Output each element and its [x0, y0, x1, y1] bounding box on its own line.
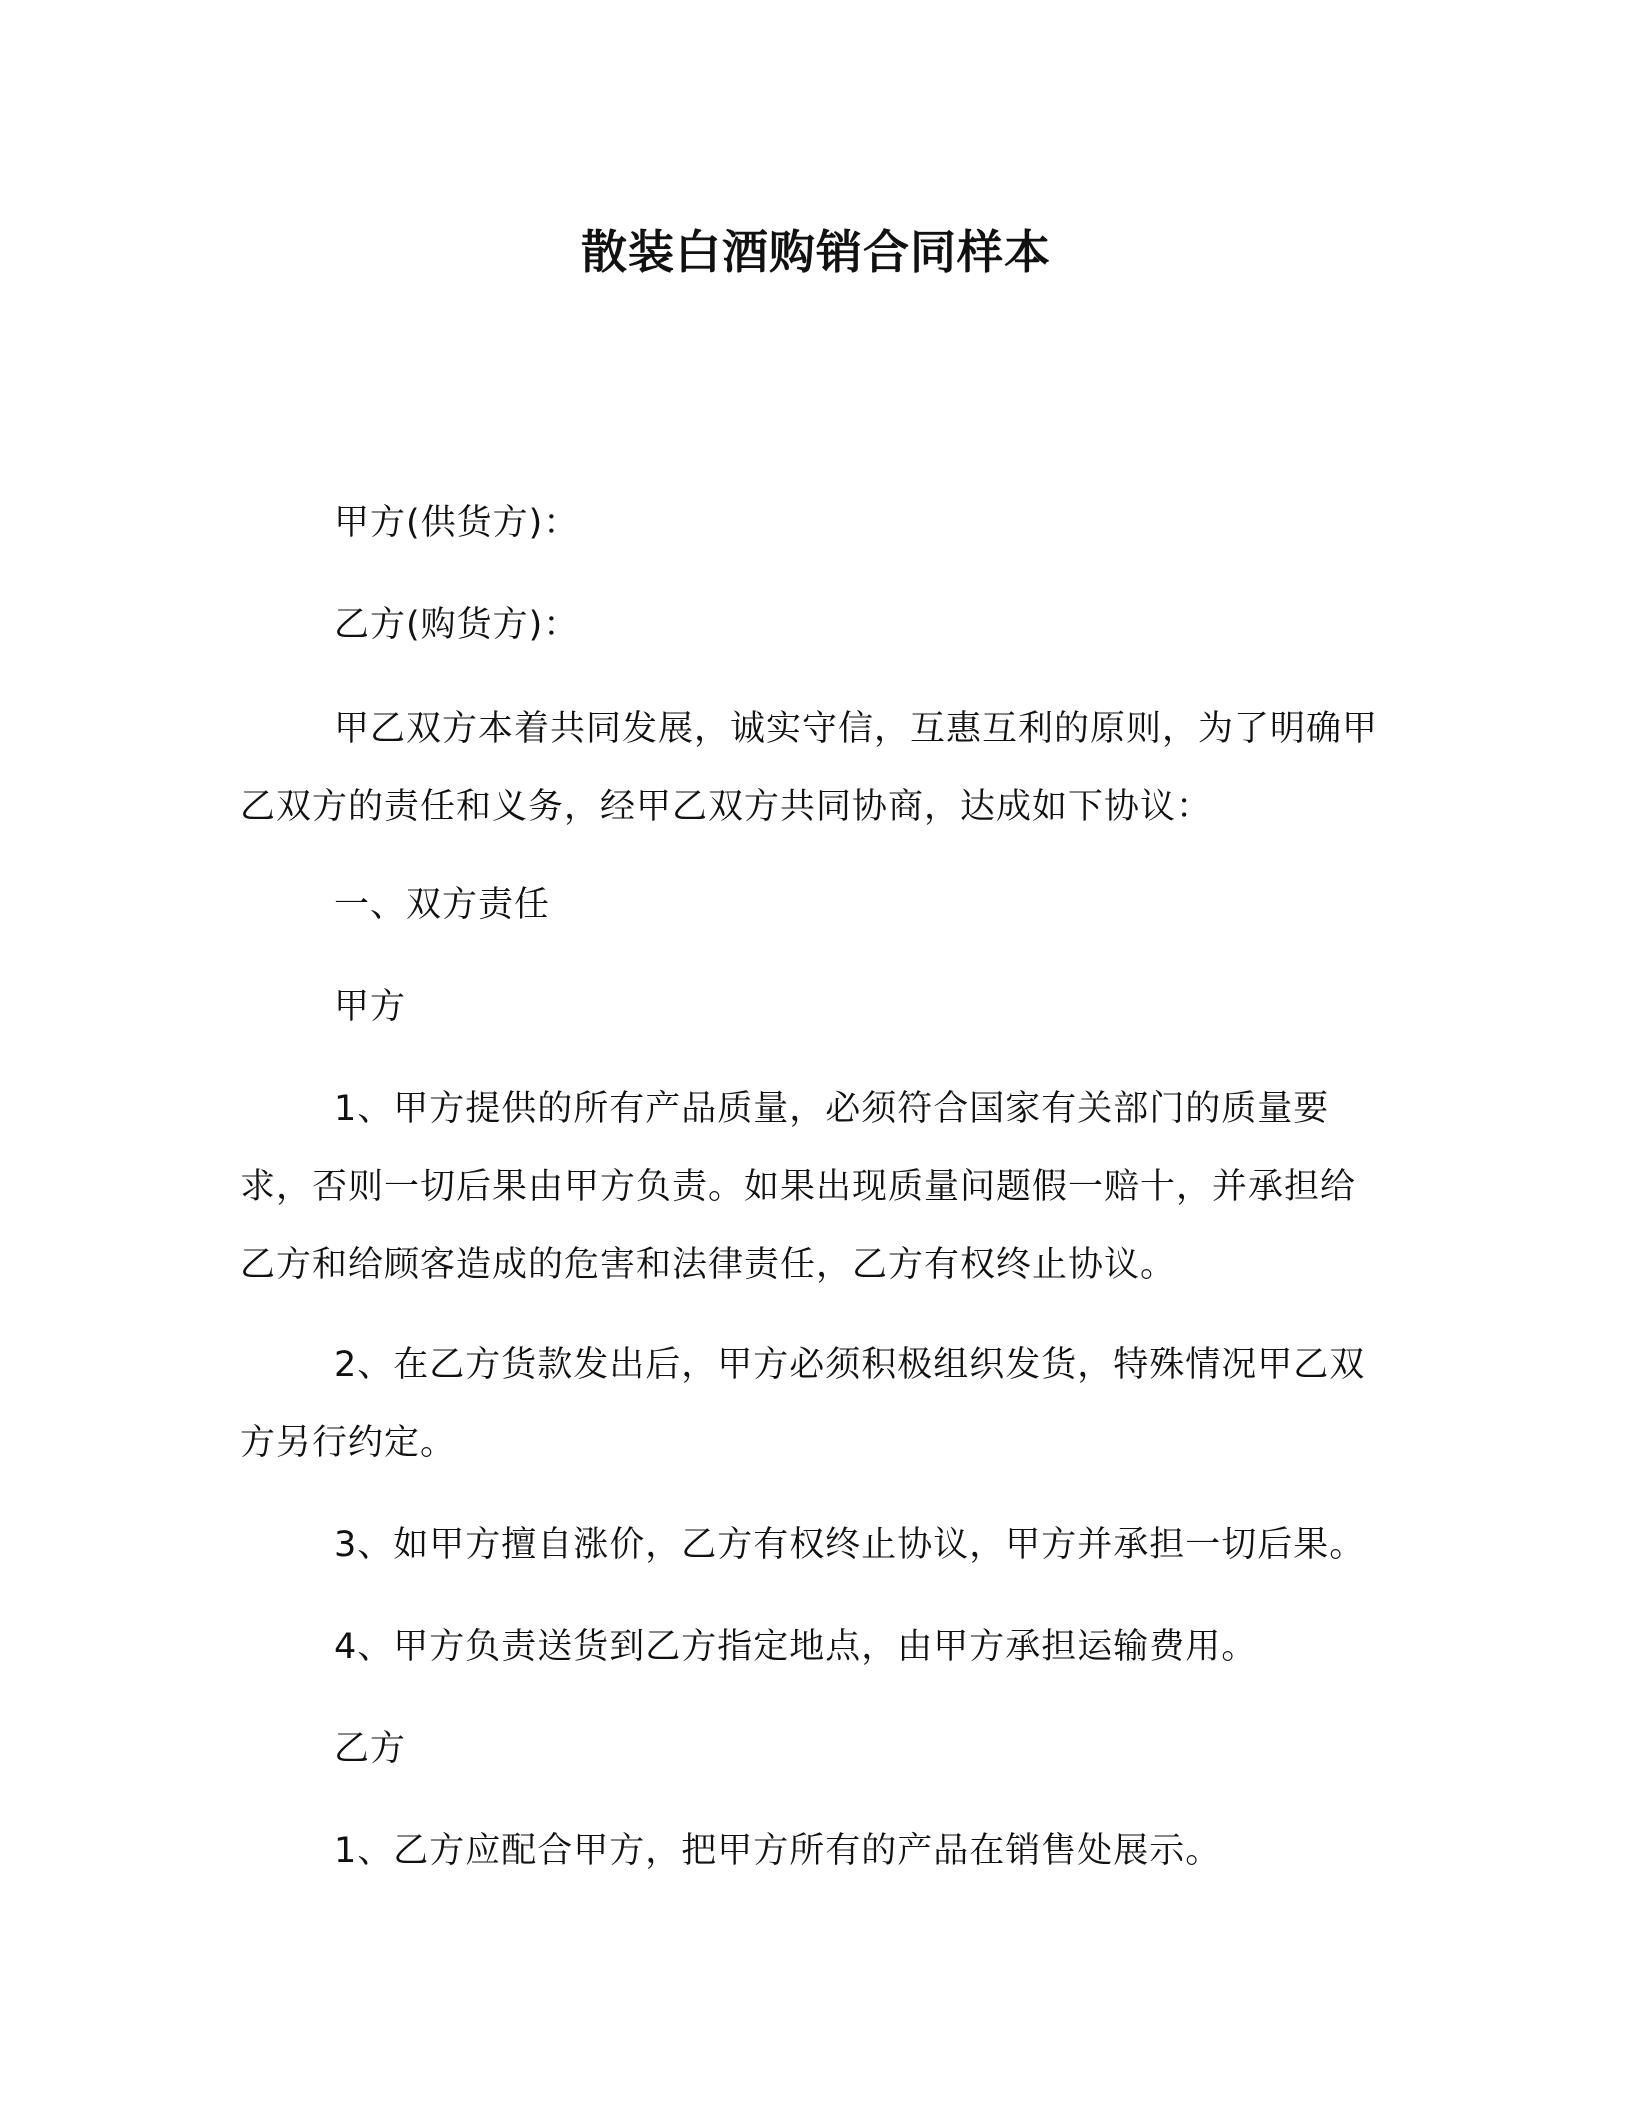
party-a-line: 甲方(供货方)： [334, 503, 580, 543]
clause-a-1: 1、甲方提供的所有产品质量，必须符合国家有关部门的质量要求，否则一切后果由甲方负责。如果出现质量问题假一赔十，并承担给乙方和给顾客造成的危害和法律责任，乙方有权终止协议。 [240, 1089, 1357, 1285]
subheading-party-b: 乙方 [334, 1729, 407, 1769]
clause-a-4: 4、甲方负责送货到乙方指定地点，由甲方承担运输费用。 [334, 1627, 1258, 1667]
subheading-party-a: 甲方 [334, 987, 407, 1027]
clause-a-2: 2、在乙方货款发出后，甲方必须积极组织发货，特殊情况甲乙双方另行约定。 [240, 1345, 1366, 1463]
section-heading-responsibilities: 一、双方责任 [334, 885, 551, 925]
document-title: 散装白酒购销合同样本 [581, 225, 1051, 279]
party-b-line: 乙方(购货方)： [334, 605, 580, 645]
preamble-paragraph: 甲乙双方本着共同发展，诚实守信，互惠互利的原则，为了明确甲乙双方的责任和义务，经甲乙双方共同协商，达成如下协议： [240, 709, 1379, 827]
clause-a-3: 3、如甲方擅自涨价，乙方有权终止协议，甲方并承担一切后果。 [334, 1525, 1366, 1565]
clause-b-1: 1、乙方应配合甲方，把甲方所有的产品在销售处展示。 [334, 1831, 1222, 1871]
